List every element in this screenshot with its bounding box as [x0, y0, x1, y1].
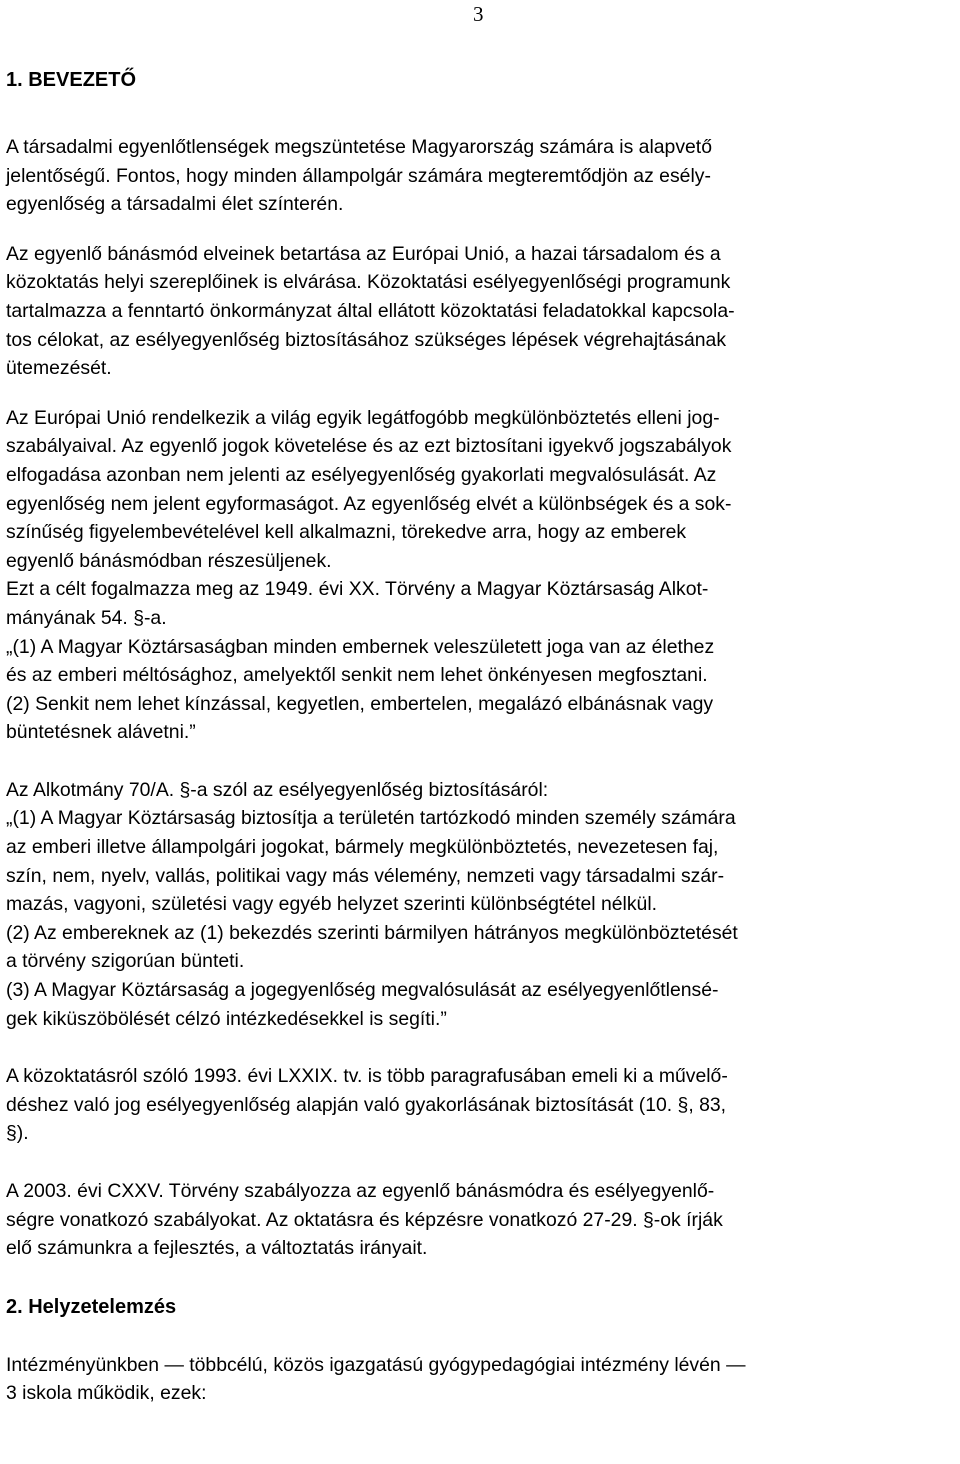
text-line: gek kiküszöbölését célzó intézkedésekkel is segíti.” — [6, 1007, 447, 1030]
text-line: (2) Senkit nem lehet kínzással, kegyetlen, embertelen, megalázó elbánásnak vagy — [6, 692, 714, 715]
paragraph-1 — [6, 133, 954, 219]
text-line: elfogadása azonban nem jelenti az esélyegyenlőség gyakorlati megvalósulását. Az — [6, 463, 717, 486]
text-line: (3) A Magyar Köztársaság a jogegyenlőség megvalósulását az esélyegyenlőtlensé- — [6, 979, 719, 1002]
text-line: szín, nem, nyelv, vallás, politikai vagy más vélemény, nemzeti vagy társadalmi szár- — [6, 864, 725, 887]
text-line: elő számunkra a fejlesztés, a változtatás irányait. — [6, 1237, 428, 1260]
text-line: egyenlőség a társadalmi élet színterén. — [6, 193, 344, 216]
text-line: színűség figyelembevételével kell alkalmazni, törekedve arra, hogy az emberek — [6, 521, 687, 544]
section-heading-situation-analysis: 2. Helyzetelemzés — [6, 1295, 177, 1318]
text-line: ütemezését. — [6, 357, 112, 380]
text-line: Az Alkotmány 70/A. §-a szól az esélyegyenlőség biztosításáról: — [6, 778, 549, 801]
text-line: A 2003. évi CXXV. Törvény szabályozza az egyenlő bánásmódra és esélyegyenlő- — [6, 1180, 715, 1202]
text-line: tartalmazza a fenntartó önkormányzat által ellátott közoktatási feladatokkal kapcsola- — [6, 299, 735, 322]
text-line: ségre vonatkozó szabályokat. Az oktatásra és képzésre vonatkozó 27-29. §-ok írják — [6, 1208, 723, 1231]
paragraph-5 — [6, 1062, 954, 1148]
text-line: mányának 54. §-a. — [6, 606, 167, 629]
text-line: déshez való jog esélyegyenlőség alapján való gyakorlásának biztosítását (10. §, 83, — [6, 1093, 727, 1116]
text-line: A közoktatásról szóló 1993. évi LXXIX. tv. is több paragrafusában emeli ki a művelő- — [6, 1065, 728, 1088]
text-line: §). — [6, 1122, 29, 1145]
text-line: Az egyenlő bánásmód elveinek betartása az Európai Unió, a hazai társadalom és a — [6, 242, 721, 265]
document-body — [6, 66, 954, 1408]
paragraph-4 — [6, 776, 954, 1033]
text-line: „(1) A Magyar Köztársaság biztosítja a területén tartózkodó minden személy számára — [6, 807, 736, 830]
text-line: (2) Az embereknek az (1) bekezdés szerinti bármilyen hátrányos megkülönböztetését — [6, 921, 738, 944]
text-line: jelentőségű. Fontos, hogy minden állampolgár számára megteremtődjön az esély- — [6, 164, 711, 187]
paragraph-6 — [6, 1177, 954, 1263]
paragraph-7 — [6, 1351, 954, 1408]
text-line: az emberi illetve állampolgári jogokat, bármely megkülönböztetés, nevezetesen faj, — [6, 836, 719, 859]
text-line: A társadalmi egyenlőtlenségek megszüntetése Magyarország számára is alapvető — [6, 136, 712, 158]
text-line: büntetésnek alávetni.” — [6, 721, 196, 744]
section-heading-introduction: 1. BEVEZETŐ — [6, 69, 137, 91]
text-line: „(1) A Magyar Köztársaságban minden embernek veleszületett joga van az élethez — [6, 635, 715, 658]
text-line: a törvény szigorúan bünteti. — [6, 950, 245, 973]
text-line: mazás, vagyoni, születési vagy egyéb helyzet szerinti különbségtétel nélkül. — [6, 893, 658, 916]
text-line: szabályaival. Az egyenlő jogok követelése és az ezt biztosítani igyekvő jogszabályok — [6, 435, 732, 458]
text-line: és az emberi méltósághoz, amelyektől senkit nem lehet önkényesen megfosztani. — [6, 664, 708, 687]
text-line: egyenlőség nem jelent egyformaságot. Az egyenlőség elvét a különbségek és a sok- — [6, 492, 732, 515]
text-line: Az Európai Unió rendelkezik a világ egyik legátfogóbb megkülönböztetés elleni jog- — [6, 406, 720, 429]
text-line: tos célokat, az esélyegyenlőség biztosításához szükséges lépések végrehajtásának — [6, 328, 727, 351]
paragraph-3 — [6, 404, 954, 747]
text-line: Ezt a célt fogalmazza meg az 1949. évi XX. Törvény a Magyar Köztársaság Alkot- — [6, 578, 709, 601]
text-line: Intézményünkben — többcélú, közös igazgatású gyógypedagógiai intézmény lévén — — [6, 1353, 746, 1376]
text-line: egyenlő bánásmódban részesüljenek. — [6, 549, 332, 572]
page-number: 3 — [473, 2, 484, 26]
paragraph-2 — [6, 240, 954, 383]
text-line: 3 iskola működik, ezek: — [6, 1382, 207, 1405]
text-line: közoktatás helyi szereplőinek is elvárása. Közoktatási esélyegyenlőségi programunk — [6, 271, 731, 294]
